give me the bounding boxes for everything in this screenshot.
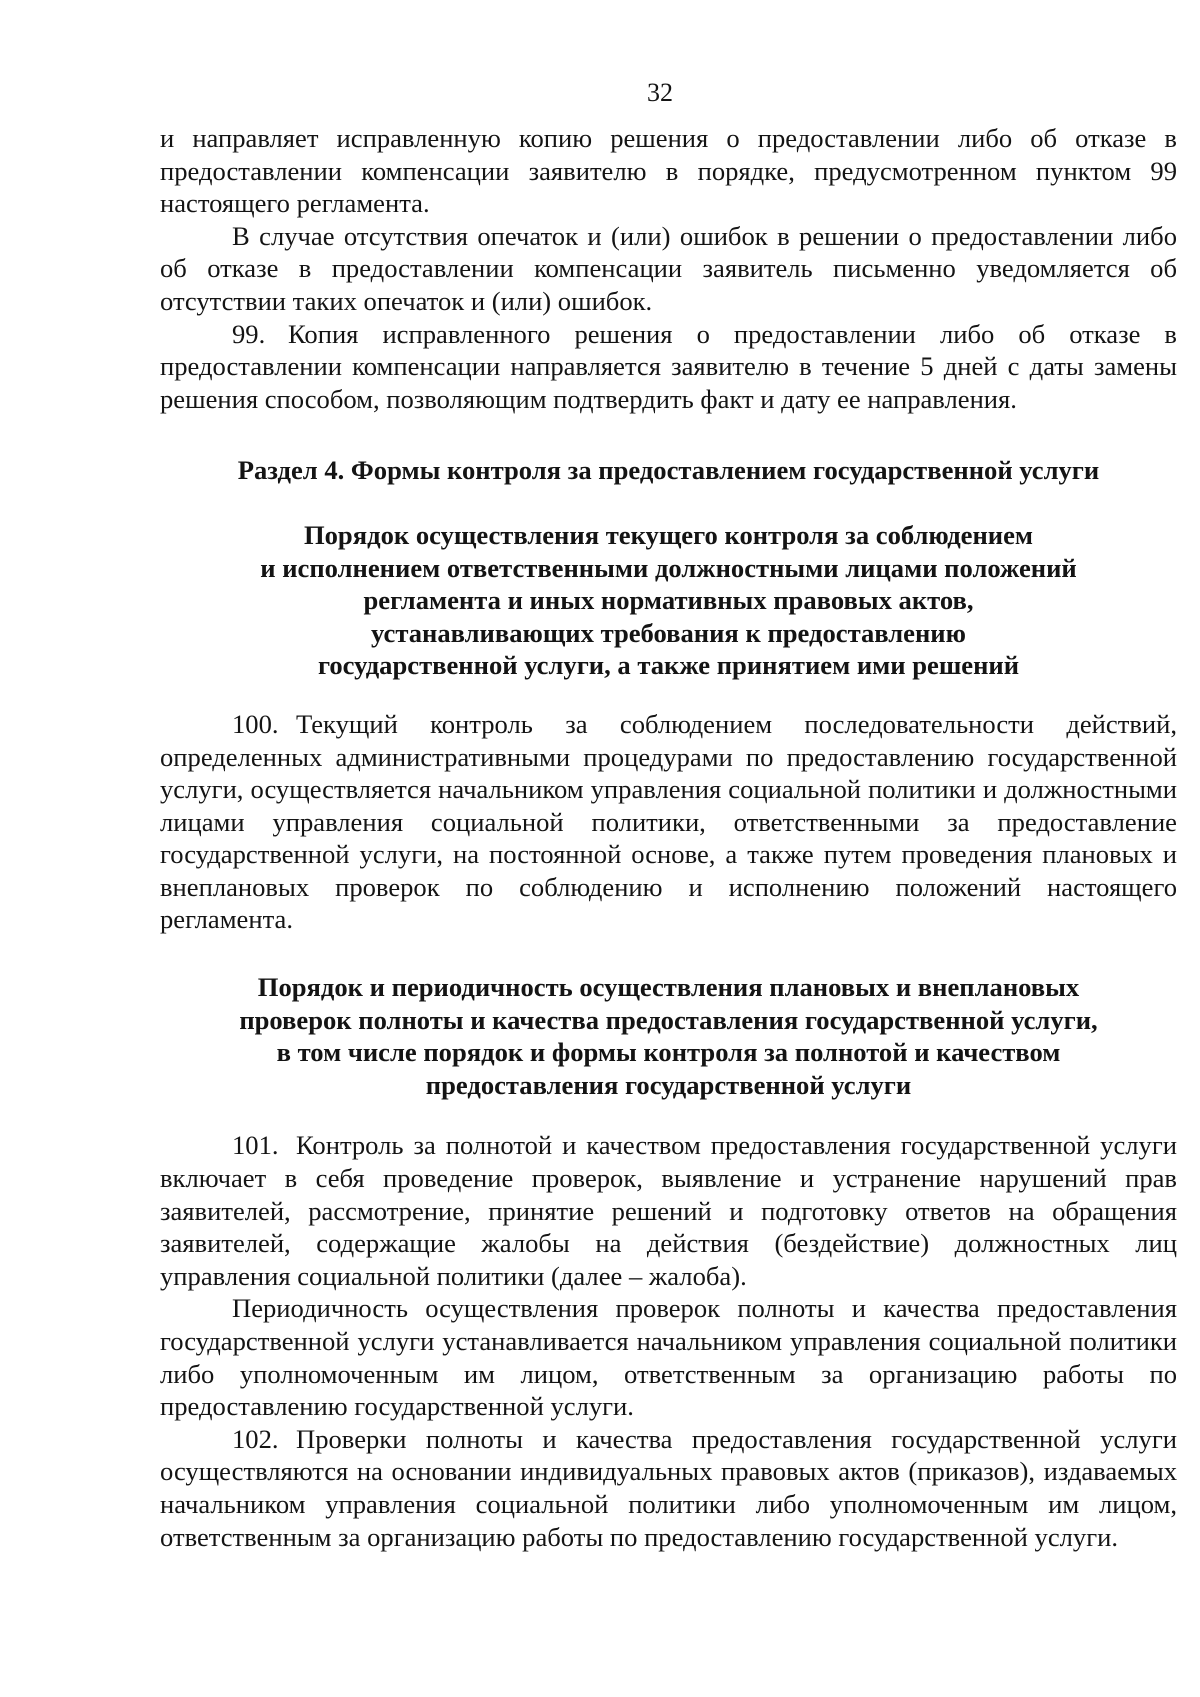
section-4-title: Раздел 4. Формы контроля за предоставлением государственной услуги — [237, 455, 1100, 486]
heading-periodicity — [160, 971, 1177, 1101]
paragraph-text: Проверки полноты и качества предоставления государственной услуги осуществляются на основании индивидуальных правовых актов (приказов), издаваемых начальником управления социальной политики либо уполномоченным им лицом, ответственным за организацию работы по предоставлению государственной услуги. — [160, 1423, 1177, 1552]
paragraph-text: Контроль за полнотой и качеством предоставления государственной услуги включает в себя проведение проверок, выявление и устранение нарушений прав заявителей, рассмотрение, принятие решений и подготовку ответов на обращения заявителей, содержащие жалобы на действия (бездействие) должностных лиц управления социальной политики (далее – жалоба). — [160, 1130, 1177, 1291]
heading-line: устанавливающих требования к предоставлению — [371, 617, 966, 648]
paragraph-100 — [160, 708, 1177, 936]
paragraph-number: 99. — [232, 318, 266, 349]
paragraph-98-no-errors: В случае отсутствия опечаток и (или) ошибок в решении о предоставлении либо об отказе в предоставлении компенсации заявитель письменно уведомляется об отсутствии таких опечаток и (или) ошибок. — [160, 220, 1177, 316]
heading-line: государственной услуги, а также принятием ими решений — [317, 650, 1020, 681]
paragraph-number: 100. — [232, 708, 279, 739]
document-body — [160, 122, 1177, 1553]
paragraph-99 — [160, 318, 1177, 416]
paragraph-number: 102. — [232, 1423, 279, 1454]
heading-current-control — [160, 519, 1177, 682]
paragraph-101-periodicity: Периодичность осуществления проверок полноты и качества предоставления государственной услуги устанавливается начальником управления социальной политики либо уполномоченным им лицом, ответственным за организацию работы по предоставлению государственной услуги. — [160, 1293, 1177, 1422]
paragraph-number: 101. — [232, 1130, 279, 1161]
heading-line: проверок полноты и качества предоставления государственной услуги, — [239, 1004, 1098, 1035]
paragraph-text: Текущий контроль за соблюдением последовательности действий, определенных административными процедурами по предоставлению государственной услуги, осуществляется начальником управления социальной политики и должностными лицами управления социальной политики, ответственными за предоставление государственной услуги, на постоянной основе, а также путем проведения плановых и внеплановых проверок по соблюдению и исполнению положений настоящего регламента. — [160, 708, 1177, 935]
paragraph-101 — [160, 1129, 1177, 1292]
heading-line: в том числе порядок и формы контроля за полнотой и качеством — [276, 1037, 1061, 1068]
paragraph-98-continuation: и направляет исправленную копию решения о предоставлении либо об отказе в предоставлении компенсации заявителю в порядке, предусмотренном пунктом 99 настоящего регламента. — [160, 123, 1177, 219]
paragraph-text: Копия исправленного решения о предоставлении либо об отказе в предоставлении компенсации направляется заявителю в течение 5 дней с даты замены решения способом, позволяющим подтвердить факт и дату ее направления. — [160, 318, 1177, 414]
paragraph-102 — [160, 1423, 1177, 1553]
heading-line: Порядок осуществления текущего контроля за соблюдением — [303, 519, 1034, 550]
heading-line: предоставления государственной услуги — [425, 1069, 912, 1100]
heading-line: Порядок и периодичность осуществления плановых и внеплановых — [257, 972, 1080, 1003]
heading-line: и исполнением ответственными должностными лицами положений — [260, 552, 1077, 583]
heading-line: регламента и иных нормативных правовых актов, — [363, 585, 974, 616]
page-number: 32 — [647, 78, 673, 107]
